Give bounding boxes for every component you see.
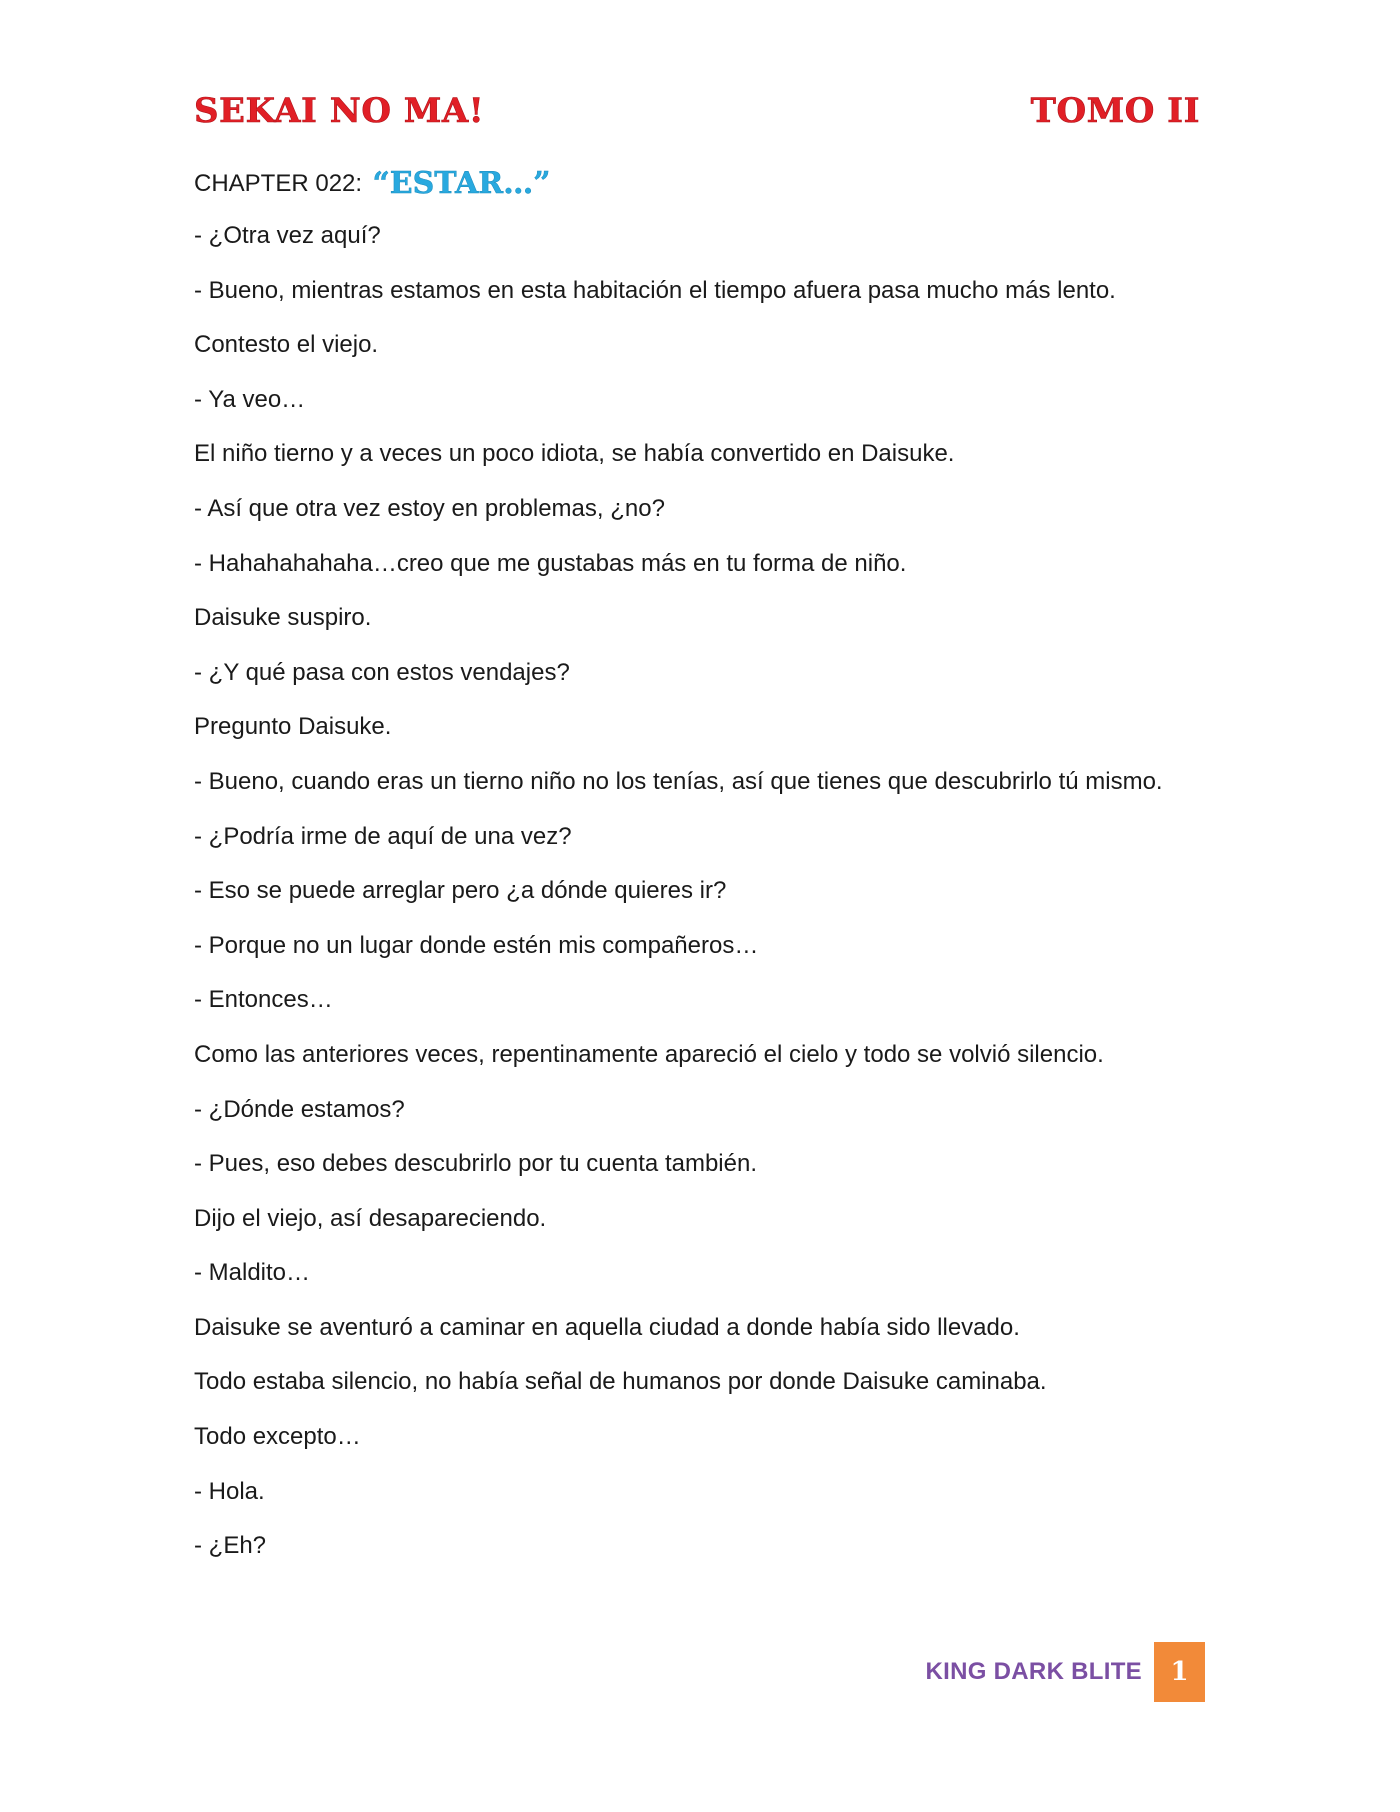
paragraph: - Bueno, mientras estamos en esta habitación el tiempo afuera pasa mucho más lento. <box>194 276 1116 304</box>
paragraph: - Hola. <box>194 1477 265 1505</box>
page-number-badge: 1 <box>1154 1642 1205 1702</box>
body-text <box>194 218 1194 1583</box>
paragraph: Dijo el viejo, así desapareciendo. <box>194 1204 547 1232</box>
paragraph: - Entonces… <box>194 986 333 1014</box>
chapter-heading <box>194 164 550 204</box>
paragraph: Daisuke se aventuró a caminar en aquella ciudad a donde había sido llevado. <box>194 1313 1020 1341</box>
paragraph: - Ya veo… <box>194 385 306 413</box>
paragraph: - ¿Y qué pasa con estos vendajes? <box>194 658 570 686</box>
paragraph: El niño tierno y a veces un poco idiota, se había convertido en Daisuke. <box>194 440 955 468</box>
paragraph: - Maldito… <box>194 1259 311 1287</box>
author-name: KING DARK BLITE <box>925 1658 1142 1685</box>
page-footer <box>0 1642 1400 1702</box>
paragraph: - Hahahahahaha…creo que me gustabas más en tu forma de niño. <box>194 549 907 577</box>
paragraph: Daisuke suspiro. <box>194 604 372 632</box>
paragraph: - Pues, eso debes descubrirlo por tu cuenta también. <box>194 1150 757 1178</box>
paragraph: Como las anteriores veces, repentinamente apareció el cielo y todo se volvió silencio. <box>194 1040 1104 1068</box>
paragraph: Pregunto Daisuke. <box>194 713 392 741</box>
paragraph: - Eso se puede arreglar pero ¿a dónde quieres ir? <box>194 877 727 905</box>
paragraph: - ¿Podría irme de aquí de una vez? <box>194 822 572 850</box>
paragraph: - ¿Otra vez aquí? <box>194 222 381 249</box>
paragraph: Todo estaba silencio, no había señal de humanos por donde Daisuke caminaba. <box>194 1368 1047 1396</box>
paragraph: - ¿Eh? <box>194 1532 267 1560</box>
page-header <box>194 88 1200 134</box>
paragraph: - Así que otra vez estoy en problemas, ¿no? <box>194 494 665 522</box>
paragraph: - Porque no un lugar donde estén mis compañeros… <box>194 931 759 959</box>
chapter-title: “ESTAR…” <box>372 166 551 201</box>
paragraph: - ¿Dónde estamos? <box>194 1095 405 1123</box>
volume-label: TOMO II <box>1030 91 1200 131</box>
paragraph: - Bueno, cuando eras un tierno niño no los tenías, así que tienes que descubrirlo tú mismo. <box>194 767 1163 795</box>
paragraph: Contesto el viejo. <box>194 331 379 359</box>
series-title: SEKAI NO MA! <box>194 91 485 131</box>
paragraph: Todo excepto… <box>194 1423 361 1451</box>
chapter-label: CHAPTER 022: <box>194 170 363 197</box>
